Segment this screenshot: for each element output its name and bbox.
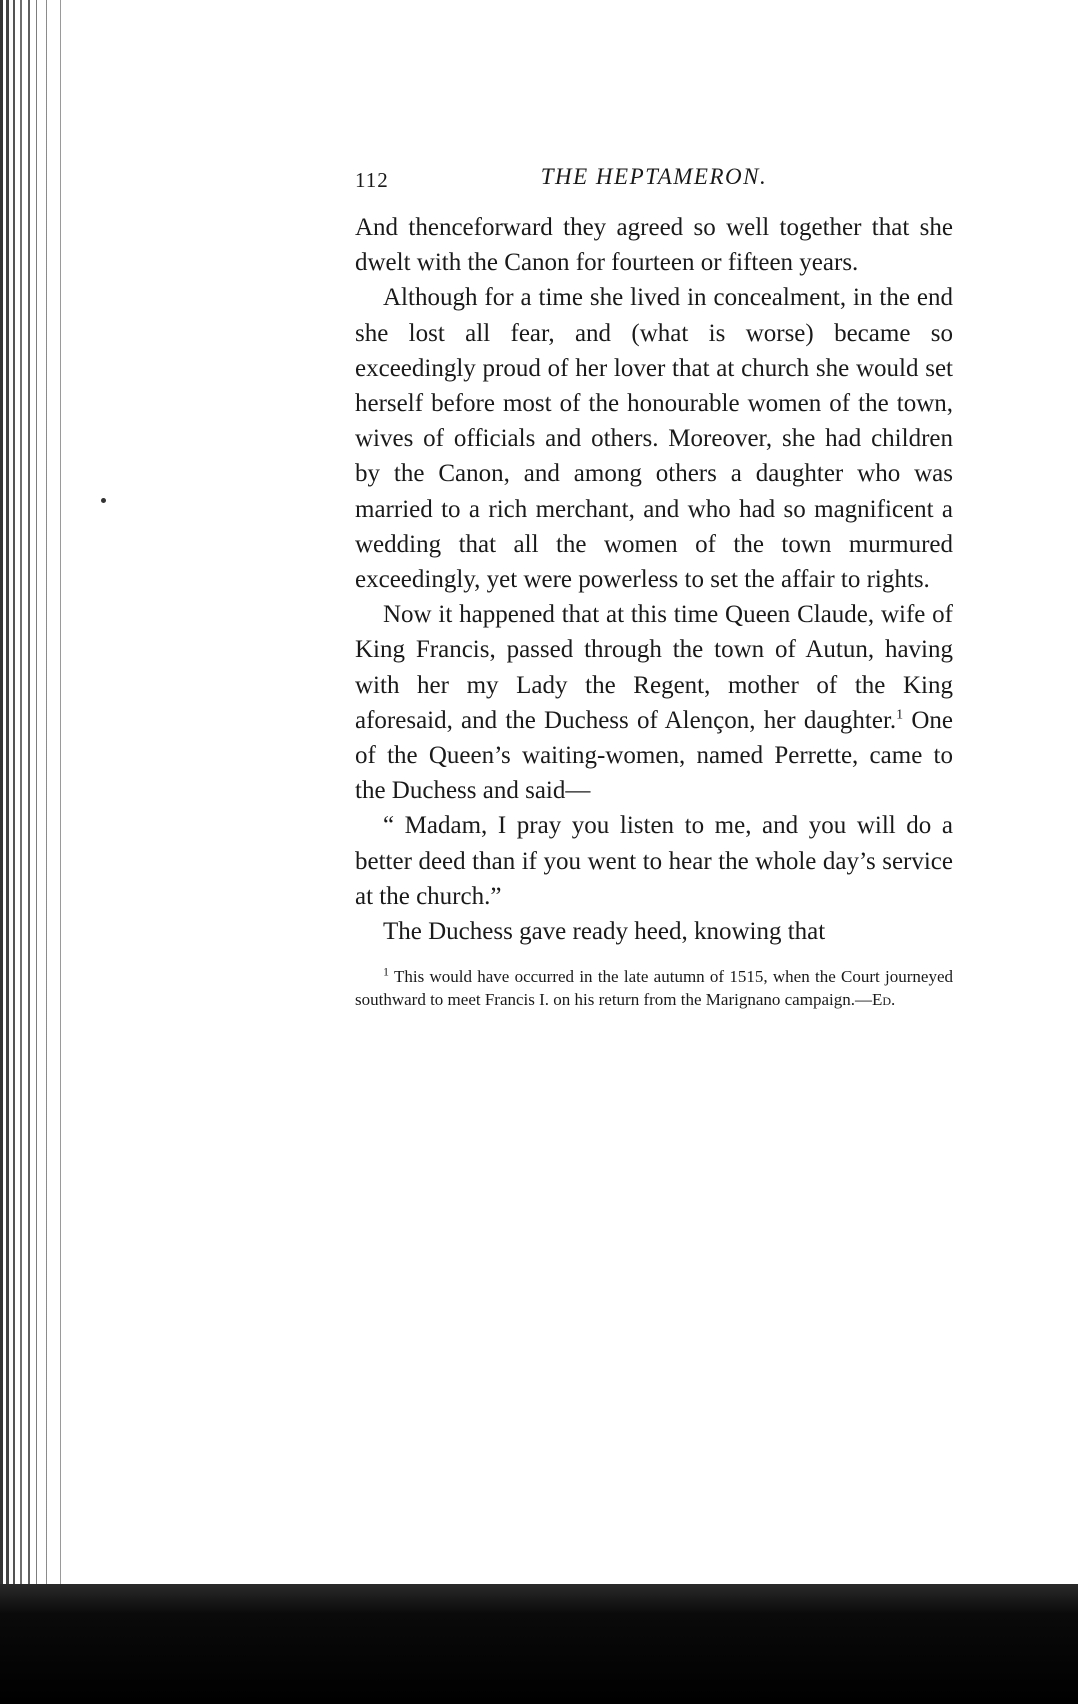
page-number: 112 — [355, 168, 389, 192]
book-gutter — [0, 0, 80, 1704]
footnote-marker: 1 — [383, 964, 389, 979]
page-header — [355, 162, 953, 196]
footnote — [355, 965, 953, 1011]
body-text — [355, 210, 953, 949]
running-title: THE HEPTAMERON. — [540, 164, 768, 189]
footnote-text: This would have occurred in the late autumn of 1515, when the Court journeyed southward to meet Francis I. on his return from the Marignano campaign.— — [355, 967, 953, 1010]
page-content — [355, 162, 953, 1011]
paragraph-2: Although for a time she lived in concealment, in the end she lost all fear, and (what is worse) became so exceedingly proud of her lover that at church she would set herself before most of the honourable women of the town, wives of officials and others. Moreover, she had children by the Canon, and among others a daughter who was married to a rich merchant, and who had so magnificent a wedding that all the women of the town murmured exceedingly, yet were powerless to set the affair to rights. — [355, 284, 953, 594]
stray-mark — [101, 498, 106, 503]
footnote-signature: Ed. — [871, 990, 896, 1010]
paragraph-3-text-b: One of the Queen’s waiting-women, named Perrette, came to the Duchess and said— — [355, 706, 953, 805]
paragraph-3 — [355, 597, 953, 808]
paragraph-1: And thenceforward they agreed so well together that she dwelt with the Canon for fourteen or fifteen years. — [355, 214, 953, 277]
footnote-reference: 1 — [896, 707, 904, 723]
scan-bottom-shadow — [0, 1584, 1078, 1704]
paragraph-5: The Duchess gave ready heed, knowing that — [383, 918, 826, 946]
paragraph-4: “ Madam, I pray you listen to me, and you will do a better deed than if you went to hear the whole day’s service at the church.” — [355, 812, 953, 910]
paragraph-3-text-a: Now it happened that at this time Queen Claude, wife of King Francis, passed through the town of Autun, having with her my Lady the Regent, mother of the King aforesaid, and the Duchess of Alençon, her daughter. — [355, 601, 953, 734]
